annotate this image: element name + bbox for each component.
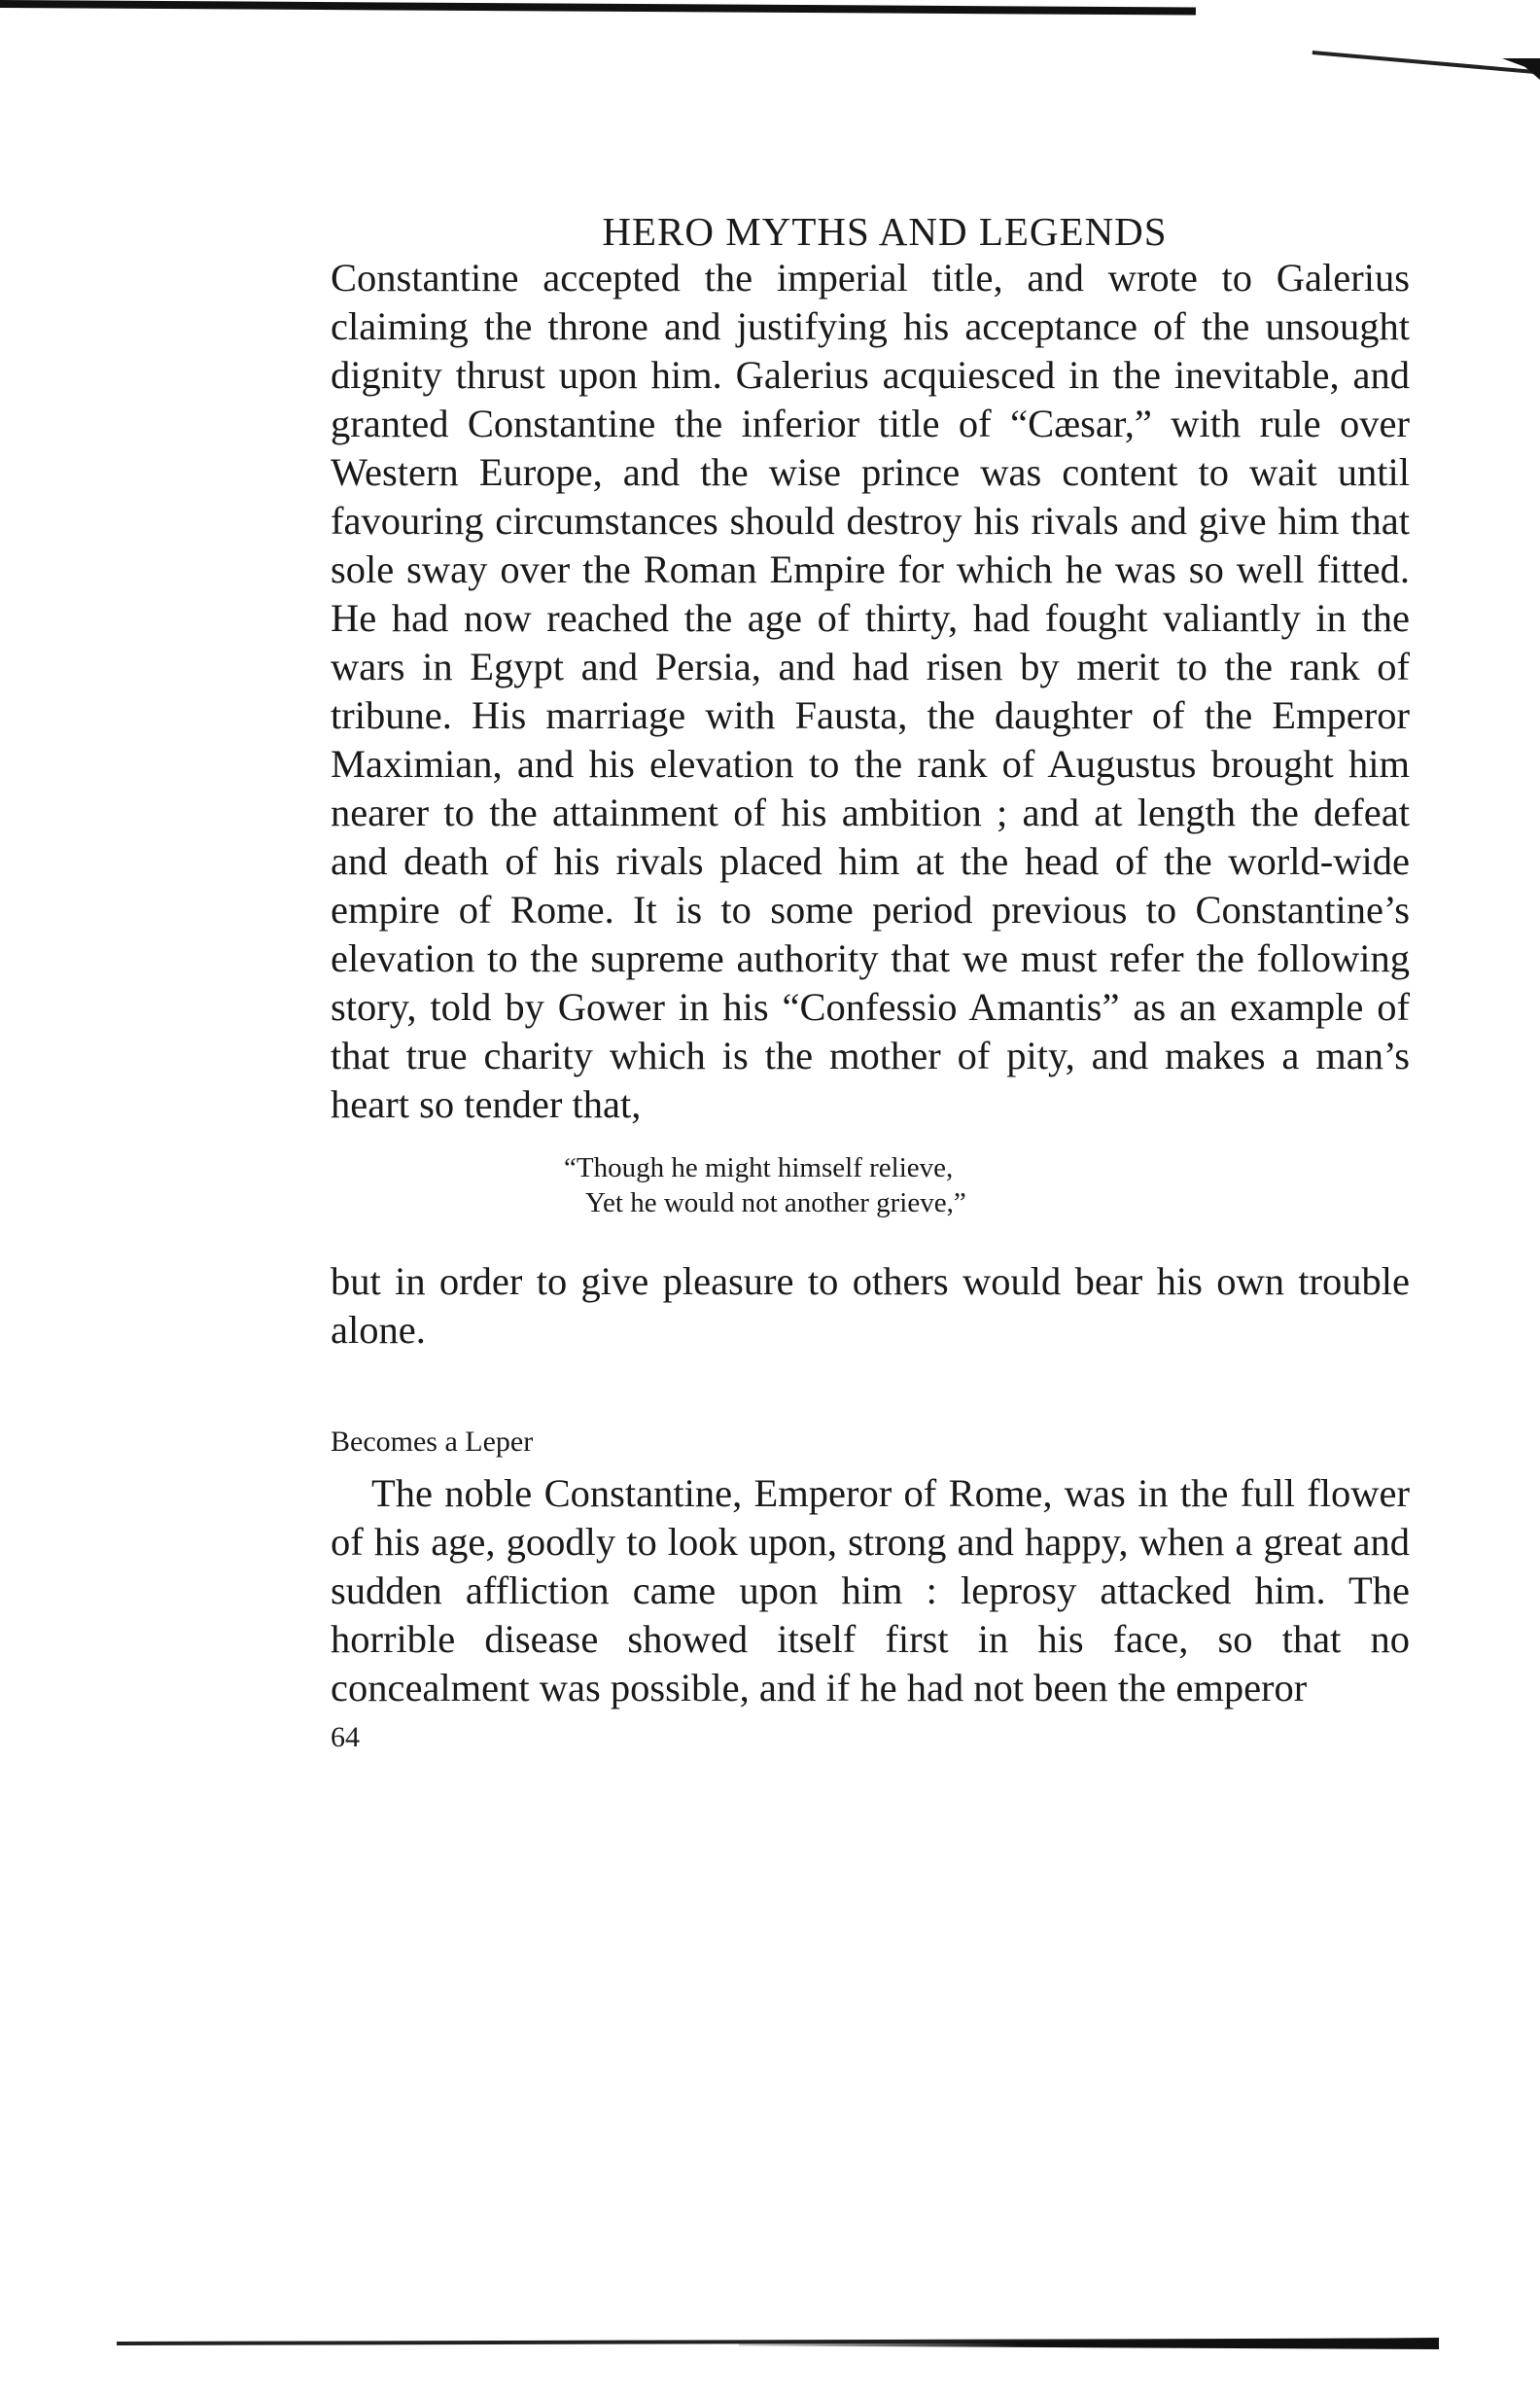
verse-line: Yet he would not another grieve,”	[585, 1187, 966, 1218]
verse-quotation	[564, 1150, 1410, 1220]
page-body	[331, 190, 1410, 1757]
page-number: 64	[331, 1721, 360, 1753]
paragraph: The noble Constantine, Emperor of Rome, was in the full flower of his age, goodly to look upon, strong and happy, when a great and sudden affliction came upon him : leprosy attacked him. The horrible disease showed itself first in his face, so that no concealment was possible, and if he had not been the emperor	[331, 1471, 1410, 1709]
verse-line: “Though he might himself relieve,	[564, 1152, 954, 1183]
paragraph: but in order to give pleasure to others would bear his own trouble alone.	[331, 1259, 1410, 1352]
paragraph: Constantine accepted the imperial title, and wrote to Galerius claiming the throne and justifying his acceptance of the unsought dignity thrust upon him. Galerius acquiesced in the inevitable, and granted Constantine the inferior title of “Cæsar,” with rule over Western Europe, and the wise prince was content to wait until favouring circumstances should destroy his rivals and give him that sole sway over the Roman Empire for which he was so well fitted. He had now reached the age of thirty, had fought valiantly in the wars in Egypt and Persia, and had risen by merit to the rank of tribune. His marriage with Fausta, the daughter of the Emperor Maximian, and his elevation to the rank of Augustus brought him nearer to the attainment of his ambition ; and at length the defeat and death of his rivals placed him at the head of the world-wide empire of Rome. It is to some period previous to Constantine’s elevation to the supreme authority that we must refer the following story, told by Gower in his “Confessio Amantis” as an example of that true charity which is the mother of pity, and makes a man’s heart so tender that,	[331, 256, 1410, 1126]
scan-edge-top	[0, 0, 1196, 16]
scan-edge-top-right	[1312, 51, 1539, 74]
running-head: HERO MYTHS AND LEGENDS	[602, 209, 1168, 254]
section-heading: Becomes a Leper	[331, 1426, 534, 1458]
